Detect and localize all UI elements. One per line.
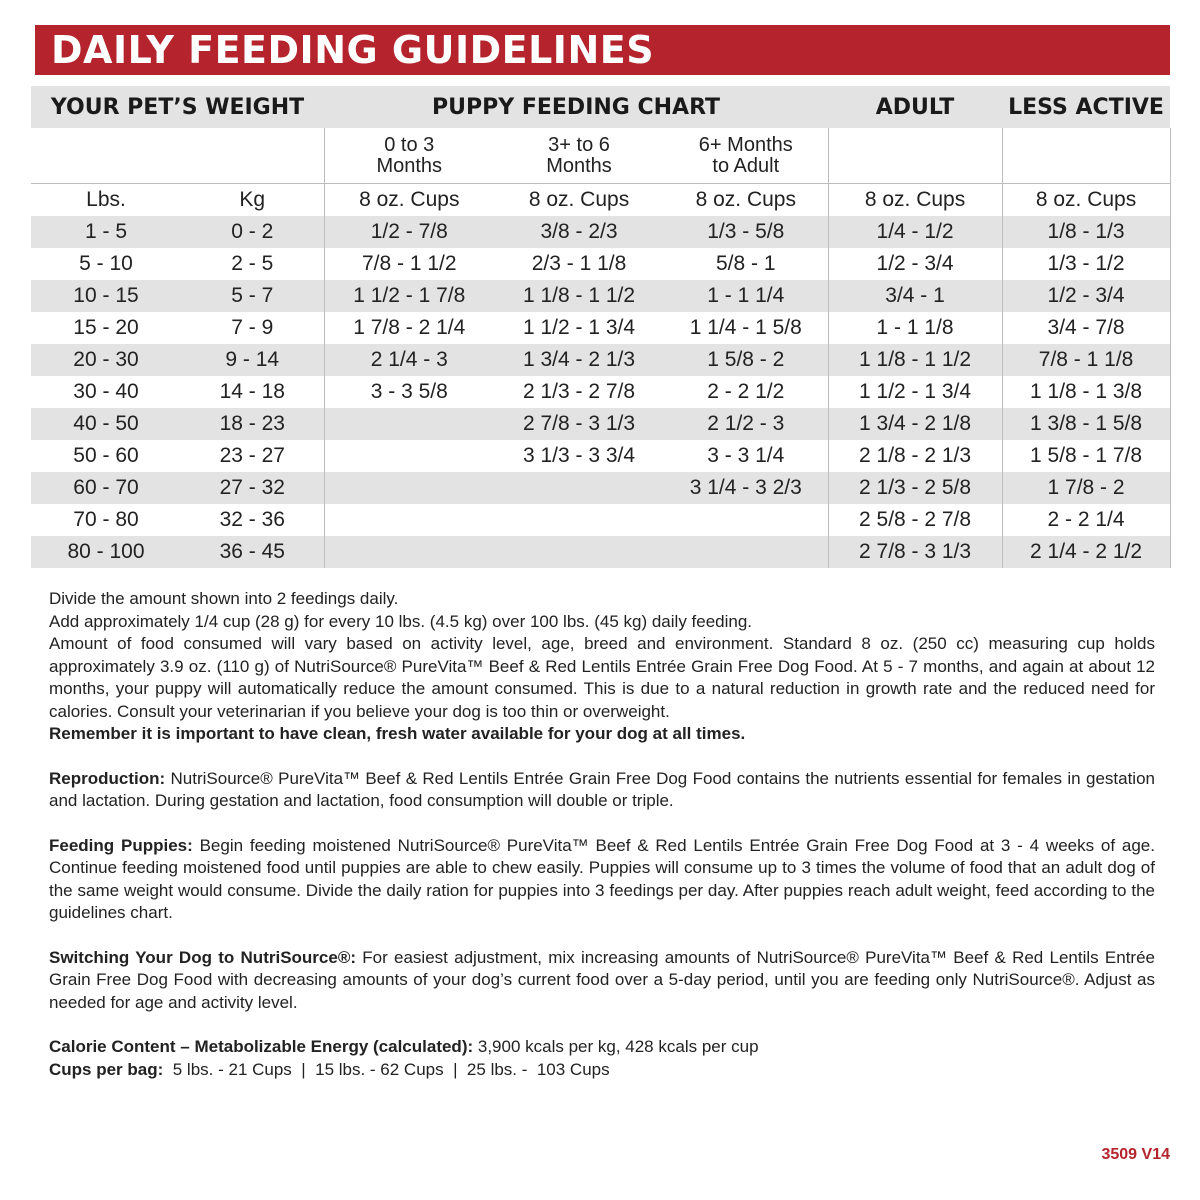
unit-label: 8 oz. Cups — [494, 184, 664, 217]
table-cell: 1/3 - 5/8 — [664, 216, 828, 248]
table-cell — [664, 504, 828, 536]
feeding-table — [31, 86, 1171, 568]
table-cell: 5 - 7 — [181, 280, 324, 312]
note-switching: Switching Your Dog to NutriSource®: For easiest adjustment, mix increasing amounts of NutriSource® PureVita™ Beef & Red Lentils Entrée Grain Free Dog Food with decreasing amounts of your dog’s current food over a 5-day period, until you are feeding only NutriSource®. Adjust as needed for age and activity level. — [49, 947, 1155, 1012]
table-cell: 2 - 2 1/4 — [1002, 504, 1170, 536]
table-cell: 2 7/8 - 3 1/3 — [828, 536, 1002, 568]
table-cell: 1 3/8 - 1 5/8 — [1002, 408, 1170, 440]
table-row — [31, 536, 1170, 568]
table-row — [31, 280, 1170, 312]
table-cell: 1/3 - 1/2 — [1002, 248, 1170, 280]
table-row — [31, 376, 1170, 408]
note-reproduction: Reproduction: NutriSource® PureVita™ Beef & Red Lentils Entrée Grain Free Dog Food contains the nutrients essential for females in gestation and lactation. During gestation and lactation, food consumption will double or triple. — [49, 768, 1155, 810]
table-cell: 30 - 40 — [73, 380, 139, 403]
table-cell: 15 - 20 — [73, 316, 139, 339]
note-calorie: Calorie Content – Metabolizable Energy (calculated): 3,900 kcals per kg, 428 kcals per cup — [49, 1037, 759, 1056]
note-amount: Amount of food consumed will vary based on activity level, age, breed and environment. Standard 8 oz. (250 cc) measuring cup holds approximately 3.9 oz. (110 g) of NutriSource® PureVita™ Beef & Red Lentils Entrée Grain Free Dog Food. At 5 - 7 months, and again at about 12 months, your puppy will automatically reduce the amount consumed. This is due to a natural reduction in growth rate and the reduced need for calories. Consult your veterinarian if you believe your dog is too thin or overweight. — [49, 634, 1155, 721]
table-cell — [324, 472, 494, 504]
product-code: 3509 V14 — [1101, 1146, 1170, 1163]
table-cell: 3 1/3 - 3 3/4 — [522, 444, 636, 467]
table-cell: 18 - 23 — [181, 408, 324, 440]
note-cups-per-bag: Cups per bag: 5 lbs. - 21 Cups | 15 lbs. - 62 Cups | 25 lbs. - 103 Cups — [49, 1059, 610, 1079]
table-cell: 2 1/3 - 2 5/8 — [828, 472, 1002, 504]
unit-label: Kg — [181, 184, 324, 217]
table-cell: 7/8 - 1 1/8 — [1002, 344, 1170, 376]
table-cell — [494, 472, 664, 504]
table-cell: 32 - 36 — [219, 508, 285, 531]
unit-label: 8 oz. Cups — [324, 184, 494, 217]
table-row — [31, 408, 1170, 440]
table-cell: 1 1/2 - 1 3/4 — [828, 376, 1002, 408]
table-cell: 23 - 27 — [219, 444, 285, 467]
table-cell: 3 - 3 5/8 — [324, 376, 494, 408]
weight-header: YOUR PET’S WEIGHT — [31, 86, 324, 128]
note-remember: Remember it is important to have clean, fresh water available for your dog at all times. — [49, 724, 746, 743]
table-cell: 3/8 - 2/3 — [494, 216, 664, 248]
units-row — [31, 184, 1170, 217]
table-cell: 7/8 - 1 1/2 — [324, 248, 494, 280]
table-header-row — [31, 86, 1170, 128]
note-divide: Divide the amount shown into 2 feedings daily. — [49, 589, 399, 608]
table-cell: 1 - 1 1/8 — [828, 312, 1002, 344]
table-cell: 3 - 3 1/4 — [707, 444, 785, 467]
table-row — [31, 472, 1170, 504]
table-cell: 60 - 70 — [31, 472, 181, 504]
unit-label: 8 oz. Cups — [664, 184, 828, 217]
table-cell: 9 - 14 — [181, 344, 324, 376]
table-row — [31, 312, 1170, 344]
table-cell: 10 - 15 — [31, 280, 181, 312]
table-cell — [664, 536, 828, 568]
table-cell: 1/2 - 3/4 — [828, 248, 1002, 280]
table-cell: 1 5/8 - 2 — [664, 344, 828, 376]
less-active-header: LESS ACTIVE — [1002, 86, 1170, 128]
table-cell: 3/4 - 7/8 — [1002, 312, 1170, 344]
table-cell — [324, 504, 494, 536]
table-cell — [324, 408, 494, 440]
table-cell: 2 1/4 - 2 1/2 — [1002, 536, 1170, 568]
table-cell: 1 1/4 - 1 5/8 — [689, 316, 802, 339]
unit-label: 8 oz. Cups — [1002, 184, 1170, 217]
table-cell: 5/8 - 1 — [716, 252, 776, 275]
table-cell: 1/8 - 1/3 — [1002, 216, 1170, 248]
age-subheader-row — [31, 128, 1170, 184]
table-cell: 2 5/8 - 2 7/8 — [828, 504, 1002, 536]
table-cell: 2 1/8 - 2 1/3 — [828, 440, 1002, 472]
table-cell: 2 7/8 - 3 1/3 — [494, 408, 664, 440]
table-cell: 7 - 9 — [231, 316, 274, 339]
table-cell: 1/4 - 1/2 — [828, 216, 1002, 248]
table-cell — [324, 536, 494, 568]
page-title: DAILY FEEDING GUIDELINES — [51, 28, 655, 72]
table-row — [31, 216, 1170, 248]
table-cell: 40 - 50 — [31, 408, 181, 440]
feeding-notes — [49, 588, 1155, 1081]
table-cell: 1 1/8 - 1 1/2 — [828, 344, 1002, 376]
table-cell: 14 - 18 — [219, 380, 285, 403]
unit-label: 8 oz. Cups — [828, 184, 1002, 217]
table-cell: 36 - 45 — [181, 536, 324, 568]
table-cell: 1 7/8 - 2 — [1002, 472, 1170, 504]
title-banner — [35, 25, 1170, 75]
table-cell: 2 - 2 1/2 — [707, 380, 785, 403]
table-cell: 70 - 80 — [73, 508, 139, 531]
table-cell — [324, 440, 494, 472]
age-subheader: 6+ Months to Adult — [698, 133, 793, 177]
table-cell: 1 1/8 - 1 1/2 — [494, 280, 664, 312]
table-cell: 1/2 - 7/8 — [324, 216, 494, 248]
table-cell — [494, 536, 664, 568]
table-cell: 1 1/2 - 1 3/4 — [522, 316, 636, 339]
adult-header: ADULT — [828, 86, 1002, 128]
age-subheader: 0 to 3 Months — [324, 128, 494, 184]
table-cell: 5 - 10 — [79, 252, 133, 275]
table-cell: 2/3 - 1 1/8 — [531, 252, 627, 275]
table-cell: 1 1/2 - 1 7/8 — [324, 280, 494, 312]
unit-label: Lbs. — [31, 184, 181, 217]
table-cell: 50 - 60 — [73, 444, 139, 467]
table-row — [31, 248, 1170, 280]
table-row — [31, 440, 1170, 472]
age-subheader: 3+ to 6 Months — [546, 133, 612, 177]
table-cell: 1 1/8 - 1 3/8 — [1002, 376, 1170, 408]
table-cell: 2 - 5 — [231, 252, 274, 275]
table-cell: 1 - 1 1/4 — [664, 280, 828, 312]
table-cell: 2 1/4 - 3 — [324, 344, 494, 376]
table-cell: 1 3/4 - 2 1/3 — [494, 344, 664, 376]
table-row — [31, 344, 1170, 376]
table-cell: 2 1/3 - 2 7/8 — [522, 380, 636, 403]
table-cell: 1 3/4 - 2 1/8 — [828, 408, 1002, 440]
table-cell: 3/4 - 1 — [828, 280, 1002, 312]
table-cell: 20 - 30 — [31, 344, 181, 376]
table-cell: 27 - 32 — [181, 472, 324, 504]
table-cell — [494, 504, 664, 536]
table-cell: 1/2 - 3/4 — [1002, 280, 1170, 312]
table-cell: 1 - 5 — [31, 216, 181, 248]
table-cell: 1 5/8 - 1 7/8 — [1002, 440, 1170, 472]
table-cell: 0 - 2 — [181, 216, 324, 248]
note-feeding-puppies: Feeding Puppies: Begin feeding moistened NutriSource® PureVita™ Beef & Red Lentils Entrée Grain Free Dog Food at 3 - 4 weeks of age. Continue feeding moistened food until puppies are able to chew easily. Puppies will consume up to 3 times the volume of food that an adult dog of the same weight would consume. Divide the daily ration for puppies into 3 feedings per day. After puppies reach adult weight, feed according to the guidelines chart. — [49, 835, 1155, 922]
note-add: Add approximately 1/4 cup (28 g) for every 10 lbs. (4.5 kg) over 100 lbs. (45 kg) daily feeding. — [49, 611, 753, 631]
table-cell: 2 1/2 - 3 — [664, 408, 828, 440]
puppy-header: PUPPY FEEDING CHART — [324, 86, 828, 128]
table-row — [31, 504, 1170, 536]
table-cell: 80 - 100 — [31, 536, 181, 568]
table-cell: 1 7/8 - 2 1/4 — [324, 312, 494, 344]
table-cell: 3 1/4 - 3 2/3 — [664, 472, 828, 504]
